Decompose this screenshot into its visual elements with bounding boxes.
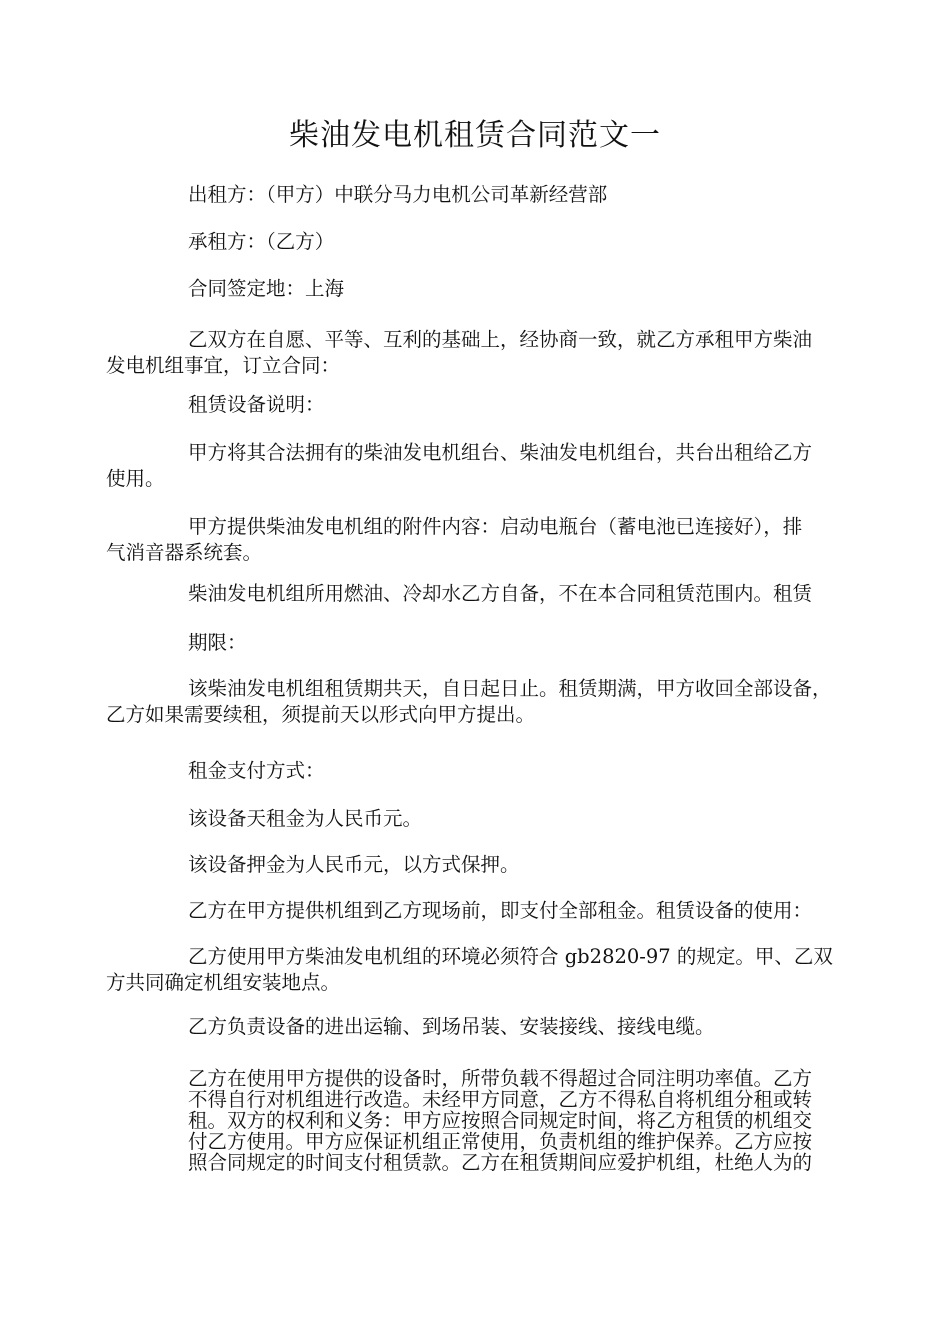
paragraph-term [106,676,832,728]
text-line: 租赁设备说明： [188,393,325,416]
heading-payment [188,758,325,784]
paragraph-preamble [106,327,812,379]
text-line: 租。双方的权利和义务：甲方应按照合同规定时间，将乙方租赁的机组交 [188,1109,813,1132]
paragraph-environment [106,944,833,996]
paragraph-prepayment [188,898,812,924]
heading-equipment [188,392,325,418]
paragraph-rent [188,806,422,832]
signing-place-line [188,276,344,302]
text-line: 不得自行对机组进行改造。未经甲方同意，乙方不得私自将机组分租或转 [188,1088,813,1111]
text-line: 乙方在甲方提供机组到乙方现场前，即支付全部租金。租赁设备的使用： [188,899,813,922]
lessee-line [188,229,334,255]
text-line: 甲方将其合法拥有的柴油发电机组台、柴油发电机组台，共台出租给乙方 [188,441,813,464]
text-line: 乙方在使用甲方提供的设备时，所带负载不得超过合同注明功率值。乙方 [188,1067,813,1090]
text-line: 照合同规定的时间支付租赁款。乙方在租赁期间应爱护机组，杜绝人为的 [188,1151,813,1174]
text-line: 该设备押金为人民币元，以方式保押。 [188,853,520,876]
text-line: 使用。 [106,467,165,490]
lessor-line [188,182,607,208]
text-line: 付乙方使用。甲方应保证机组正常使用，负责机组的维护保养。乙方应按 [188,1130,813,1153]
text-line: 乙方使用甲方柴油发电机组的环境必须符合 gb2820-97 的规定。甲、乙双 [188,945,833,968]
heading-term [188,630,247,656]
text-line: 合同签定地：上海 [188,277,345,300]
paragraph-equipment-lease [106,440,812,492]
text-line: 方共同确定机组安装地点。 [106,971,341,994]
text-line: 承租方：（乙方） [188,230,335,253]
text-line: 乙方如果需要续租，须提前天以形式向甲方提出。 [106,703,536,726]
text-line: 该设备天租金为人民币元。 [188,807,423,830]
text-line: 该柴油发电机组租赁期共天，自日起日止。租赁期满，甲方收回全部设备， [188,677,832,700]
text-line: 柴油发电机组所用燃油、冷却水乙方自备，不在本合同租赁范围内。租赁 [188,582,813,605]
paragraph-usage-rights [188,1068,812,1173]
text-line: 期限： [188,631,247,654]
text-line: 乙方负责设备的进出运输、到场吊装、安装接线、接线电缆。 [188,1015,715,1038]
text-line: 发电机组事宜，订立合同： [106,354,341,377]
paragraph-deposit [188,852,520,878]
paragraph-fuel [188,581,812,607]
text-line: 甲方提供柴油发电机组的附件内容：启动电瓶台（蓄电池已连接好），排 [188,515,803,538]
text-line: 气消音器系统套。 [106,541,263,564]
paragraph-accessories [106,514,802,566]
text-line: 出租方：（甲方）中联分马力电机公司革新经营部 [188,183,608,206]
text-line: 乙双方在自愿、平等、互利的基础上，经协商一致，就乙方承租甲方柴油 [188,328,813,351]
text-line: 租金支付方式： [188,759,325,782]
document-title: 柴油发电机租赁合同范文一 [289,118,661,153]
paragraph-transport [188,1014,715,1040]
